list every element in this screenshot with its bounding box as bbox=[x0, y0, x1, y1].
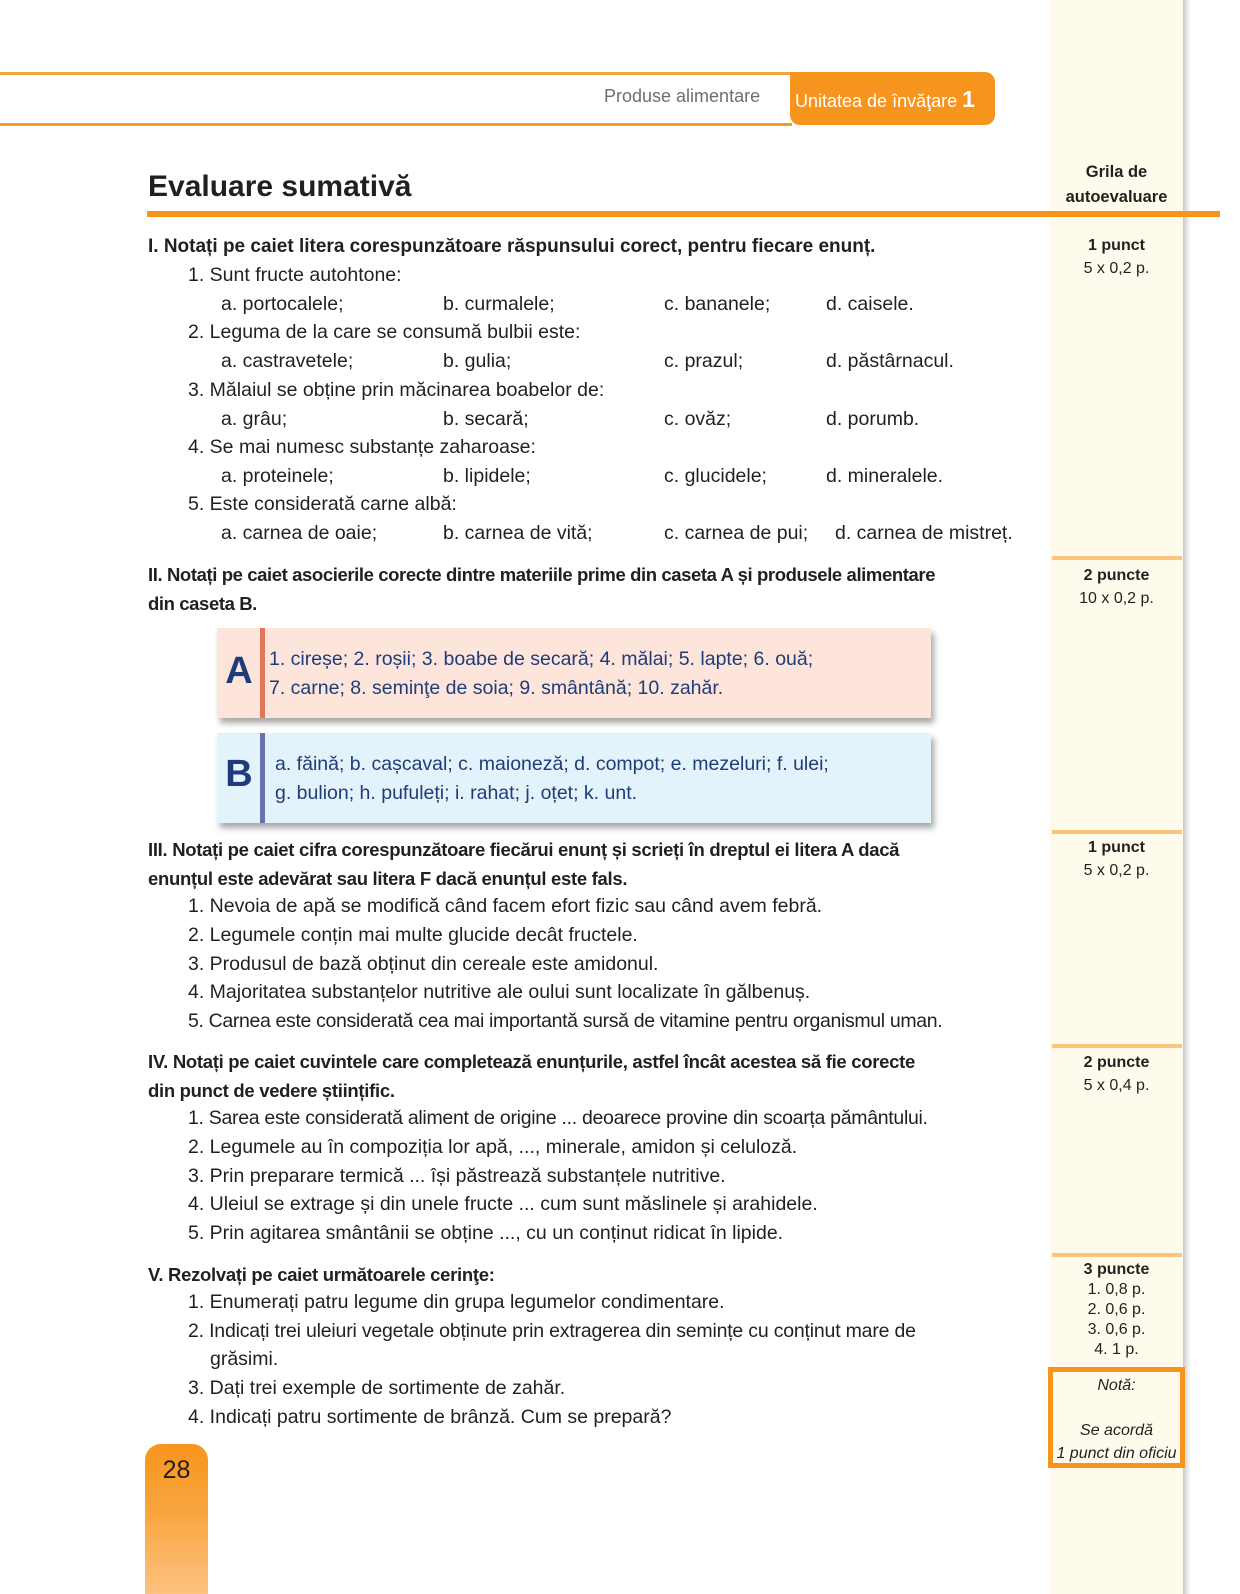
score-detail: 10 x 0,2 p. bbox=[1079, 590, 1154, 607]
option-d: d. caisele. bbox=[826, 293, 914, 315]
grid-title-line2: autoevaluare bbox=[1065, 188, 1168, 206]
box-a-divider bbox=[260, 628, 265, 718]
fill-in-item: 4. Uleiul se extrage și din unele fructe ... cum sunt măslinele și arahidele. bbox=[188, 1193, 818, 1215]
note-label: Notă: bbox=[1097, 1377, 1136, 1394]
header-rule-top bbox=[0, 72, 792, 75]
section-2-heading bbox=[148, 560, 1048, 618]
option-a: a. carnea de oaie; bbox=[221, 522, 378, 544]
heading-line: din caseta B. bbox=[148, 593, 257, 614]
box-b-line: g. bulion; h. pufuleți; i. rahat; j. oțet; k. unt. bbox=[275, 782, 638, 804]
score-divider bbox=[1052, 556, 1182, 560]
fill-in-item: 2. Legumele au în compoziția lor apă, ..., minerale, amidon și celuloză. bbox=[188, 1136, 798, 1158]
box-a-letter: A bbox=[225, 650, 253, 692]
option-c: c. glucidele; bbox=[664, 465, 767, 487]
option-b: b. carnea de vită; bbox=[443, 522, 593, 544]
score-points: 1 punct bbox=[1088, 839, 1145, 856]
header-rule-bottom bbox=[0, 123, 792, 126]
page-title: Evaluare sumativă bbox=[148, 170, 412, 203]
fill-in-item: 3. Prin preparare termică ... își păstrează substanțele nutritive. bbox=[188, 1165, 726, 1187]
section-1-heading: I. Notați pe caiet litera corespunzătoare răspunsului corect, pentru fiecare enunț. bbox=[148, 236, 876, 257]
heading-line: IV. Notați pe caiet cuvintele care completează enunțurile, astfel încât acestea să fie corecte bbox=[148, 1051, 915, 1072]
option-c: c. carnea de pui; bbox=[664, 522, 809, 544]
page-number: 28 bbox=[162, 1456, 191, 1484]
question-5: 5. Este considerată carne albă: bbox=[188, 493, 457, 515]
box-b-divider bbox=[260, 733, 265, 823]
box-b-line: a. făină; b. cașcaval; c. maioneză; d. compot; e. mezeluri; f. ulei; bbox=[275, 753, 829, 775]
option-b: b. secară; bbox=[443, 408, 529, 430]
unit-number: 1 bbox=[962, 86, 975, 112]
score-divider bbox=[1052, 1253, 1182, 1257]
option-d: d. porumb. bbox=[826, 408, 920, 430]
section-5-heading: V. Rezolvați pe caiet următoarele cerinţe: bbox=[148, 1264, 495, 1285]
question-2: 2. Leguma de la care se consumă bulbii este: bbox=[188, 321, 581, 343]
score-section-5 bbox=[1050, 1260, 1183, 1360]
option-c: c. bananele; bbox=[664, 293, 771, 315]
box-a-text bbox=[269, 645, 813, 703]
score-divider bbox=[1052, 830, 1182, 834]
true-false-item: 2. Legumele conțin mai multe glucide decât fructele. bbox=[188, 924, 638, 946]
true-false-item: 4. Majoritatea substanțelor nutritive ale oului sunt localizate în gălbenuș. bbox=[188, 981, 811, 1003]
option-d: d. păstârnacul. bbox=[826, 350, 954, 372]
option-a: a. proteinele; bbox=[221, 465, 334, 487]
question-4: 4. Se mai numesc substanțe zaharoase: bbox=[188, 436, 536, 458]
score-section-4 bbox=[1050, 1053, 1183, 1098]
box-b-text bbox=[275, 750, 829, 808]
option-a: a. portocalele; bbox=[221, 293, 344, 315]
chapter-breadcrumb: Produse alimentare bbox=[604, 86, 761, 106]
section-3-heading bbox=[148, 835, 1048, 893]
score-points: 2 puncte bbox=[1083, 567, 1150, 584]
true-false-item: 3. Produsul de bază obținut din cereale este amidonul. bbox=[188, 953, 659, 975]
fill-in-item: 1. Sarea este considerată aliment de origine ... deoarece provine din scoarța pământului. bbox=[188, 1107, 928, 1129]
box-a-raw-materials bbox=[217, 628, 931, 718]
heading-line: II. Notați pe caiet asocierile corecte dintre materiile prime din caseta A și produsele alimentare bbox=[148, 564, 936, 585]
note-line2: 1 punct din oficiu bbox=[1056, 1445, 1177, 1462]
question-1: 1. Sunt fructe autohtone: bbox=[188, 264, 402, 286]
score-detail: 3. 0,6 p. bbox=[1087, 1321, 1146, 1338]
score-points: 1 punct bbox=[1088, 237, 1145, 254]
true-false-item: 5. Carnea este considerată cea mai importantă sursă de vitamine pentru organismul uman. bbox=[188, 1010, 943, 1032]
grid-title-line1: Grila de bbox=[1085, 163, 1148, 181]
box-b-letter: B bbox=[225, 753, 253, 795]
option-b: b. curmalele; bbox=[443, 293, 555, 315]
score-detail: 5 x 0,2 p. bbox=[1083, 862, 1150, 879]
heading-line: enunțul este adevărat sau litera F dacă enunțul este fals. bbox=[148, 868, 628, 889]
score-detail: 4. 1 p. bbox=[1094, 1341, 1139, 1358]
box-a-line: 7. carne; 8. seminţe de soia; 9. smântână; 10. zahăr. bbox=[269, 677, 724, 699]
score-detail: 5 x 0,4 p. bbox=[1083, 1077, 1150, 1094]
score-detail: 1. 0,8 p. bbox=[1087, 1281, 1146, 1298]
option-c: c. prazul; bbox=[664, 350, 744, 372]
title-underline bbox=[147, 211, 1220, 217]
unit-label: Unitatea de învăţare bbox=[795, 91, 958, 111]
box-a-line: 1. cireșe; 2. roșii; 3. boabe de secară; 4. mălai; 5. lapte; 6. ouă; bbox=[269, 648, 814, 670]
page-number-tab bbox=[145, 1444, 208, 1594]
score-detail: 2. 0,6 p. bbox=[1087, 1301, 1146, 1318]
option-c: c. ovăz; bbox=[664, 408, 732, 430]
task-item: 4. Indicați patru sortimente de brânză. Cum se prepară? bbox=[188, 1406, 672, 1428]
grid-title bbox=[1050, 160, 1183, 210]
option-a: a. castravetele; bbox=[221, 350, 354, 372]
score-section-3 bbox=[1050, 838, 1183, 883]
score-divider bbox=[1052, 1044, 1182, 1048]
column-shadow bbox=[1183, 0, 1191, 1594]
option-d: d. mineralele. bbox=[826, 465, 944, 487]
true-false-item: 1. Nevoia de apă se modifică când facem efort fizic sau când avem febră. bbox=[188, 895, 823, 917]
task-item: 3. Dați trei exemple de sortimente de zahăr. bbox=[188, 1377, 566, 1399]
heading-line: III. Notați pe caiet cifra corespunzătoare fiecărui enunț și scrieți în dreptul ei litera A dacă bbox=[148, 839, 900, 860]
task-item: 2. Indicați trei uleiuri vegetale obținute prin extragerea din semințe cu conținut mare de bbox=[188, 1320, 916, 1342]
bonus-point-note bbox=[1048, 1367, 1185, 1468]
task-item-continuation: grăsimi. bbox=[210, 1348, 279, 1370]
score-section-1 bbox=[1050, 236, 1183, 281]
unit-badge bbox=[790, 72, 995, 125]
score-detail: 5 x 0,2 p. bbox=[1083, 260, 1150, 277]
option-b: b. lipidele; bbox=[443, 465, 531, 487]
heading-line: din punct de vedere științific. bbox=[148, 1080, 395, 1101]
option-a: a. grâu; bbox=[221, 408, 288, 430]
note-line1: Se acordă bbox=[1080, 1422, 1153, 1439]
score-points: 3 puncte bbox=[1083, 1261, 1150, 1278]
option-b: b. gulia; bbox=[443, 350, 512, 372]
section-4-heading bbox=[148, 1047, 1048, 1105]
fill-in-item: 5. Prin agitarea smântânii se obține ..., cu un conținut ridicat în lipide. bbox=[188, 1222, 784, 1244]
box-b-food-products bbox=[217, 733, 931, 823]
option-d: d. carnea de mistreț. bbox=[835, 522, 1013, 544]
task-item: 1. Enumerați patru legume din grupa legumelor condimentare. bbox=[188, 1291, 725, 1313]
score-section-2 bbox=[1050, 566, 1183, 611]
score-points: 2 puncte bbox=[1083, 1054, 1150, 1071]
question-3: 3. Mălaiul se obține prin măcinarea boabelor de: bbox=[188, 379, 605, 401]
